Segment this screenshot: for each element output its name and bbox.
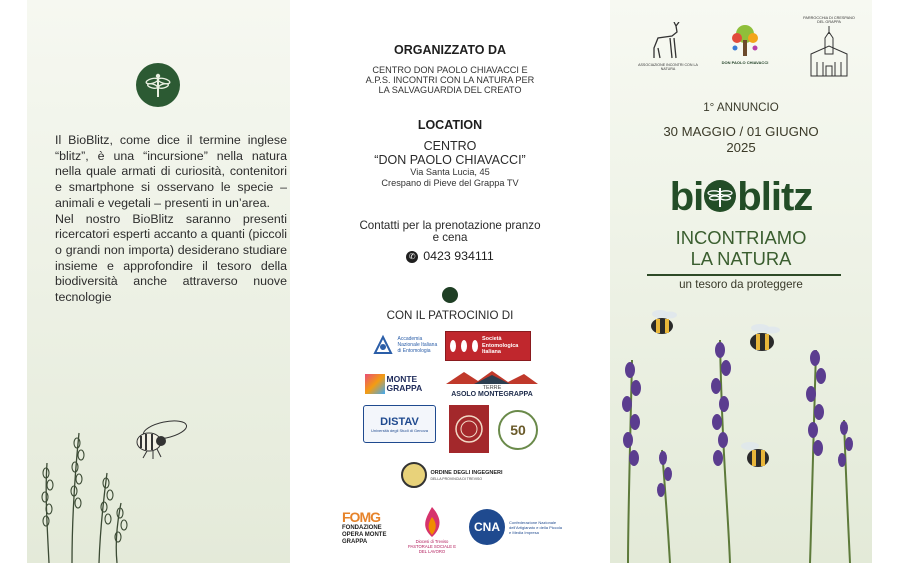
logo-montegrappa-text: MONTE GRAPPA xyxy=(386,374,423,393)
logo-montegrappa xyxy=(363,370,436,398)
logo-ingegneri-text: ORDINE DEGLI INGEGNERI xyxy=(430,469,503,476)
location-address: Crespano di Pieve del Grappa TV xyxy=(381,178,519,188)
location-name: “DON PAOLO CHIAVACCI” xyxy=(374,153,526,167)
logo-cna-sub-text: Confederazione Nazionale dell'Artigianato e della Piccola e Media Impresa xyxy=(509,519,563,535)
logo-societa-text: Società Entomologica Italiana xyxy=(482,336,519,356)
logo-cna-text: CNA xyxy=(474,520,500,534)
organizer-heading: ORGANIZZATO DA xyxy=(393,43,507,57)
location-address: Via Santa Lucia, 45 xyxy=(410,167,490,177)
phone-text: 0423 934111 xyxy=(423,249,494,263)
contact-text xyxy=(290,220,610,243)
logo-distav xyxy=(363,405,436,443)
logo-asolo-small-text: TERRE xyxy=(482,384,502,391)
bee-icon xyxy=(741,442,769,467)
cna-mark xyxy=(469,509,505,545)
organizer-line: LA SALVAGUARDIA DEL CREATO xyxy=(378,85,522,95)
montegrappa-mark-icon xyxy=(365,374,385,394)
logo-asolo-text: ASOLO MONTEGRAPPA xyxy=(451,390,533,398)
bee-sketch-icon xyxy=(127,418,193,460)
tagline: un tesoro da proteggere xyxy=(679,278,803,291)
bee-icon xyxy=(750,324,780,351)
lavender-sketch-illustration xyxy=(27,403,137,563)
subtitle-line: LA NATURA xyxy=(690,247,792,269)
logo-fifty-anniversary xyxy=(498,410,538,450)
dragonfly-emblem xyxy=(136,63,180,107)
middle-panel xyxy=(290,0,610,563)
organizer-line: CENTRO DON PAOLO CHIAVACCI E xyxy=(372,65,528,75)
logo-diocesi xyxy=(406,496,458,562)
contact-line: e cena xyxy=(432,230,468,244)
patronage-heading: CON IL PATROCINIO DI xyxy=(386,309,514,322)
logo-1-caption: ASSOCIAZIONE INCONTRI CON LA NATURA xyxy=(638,63,698,71)
bioblitz-title xyxy=(610,175,872,220)
right-panel xyxy=(610,0,872,563)
church-icon xyxy=(807,24,851,78)
logo-fondazione-mark: FOMG xyxy=(342,509,380,525)
logo-parrocchia xyxy=(800,16,858,79)
bee-icon xyxy=(651,310,677,334)
intro-text xyxy=(55,133,287,306)
phone-icon: ✆ xyxy=(406,251,418,263)
organizer-line: A.P.S. INCONTRI CON LA NATURA PER xyxy=(365,75,535,85)
contact-line: Contatti per la prenotazione pranzo xyxy=(359,219,541,232)
seal-icon xyxy=(453,413,485,445)
insect-row-icon xyxy=(446,333,482,359)
subtitle xyxy=(610,228,872,269)
event-dates-line: 30 MAGGIO / 01 GIUGNO xyxy=(663,124,819,139)
flame-logo-icon xyxy=(417,505,447,539)
event-year: 2025 xyxy=(726,140,756,155)
logo-accademia-text: Accademia Nazionale Italiana di Entomologia xyxy=(397,335,438,354)
dragonfly-icon xyxy=(143,70,173,100)
location-name: CENTRO xyxy=(423,139,477,153)
intro-paragraph: Nel nostro BioBlitz saranno presenti ricercatori esperti accanto a quanti (piccoli o grandi non importa) desiderano studiare insieme e approfondire il tesoro della biodiversità anche attraverso nuove tecnologie xyxy=(55,211,287,305)
logo-deer-association xyxy=(636,22,700,71)
crest-icon xyxy=(401,462,427,488)
tree-people-icon xyxy=(725,22,765,60)
logo-chiavacci xyxy=(715,22,775,65)
logo-accademia xyxy=(368,328,440,361)
logo-fondazione xyxy=(342,496,402,560)
logo-distav-text: DISTAV xyxy=(380,415,419,428)
separator-dot xyxy=(442,287,458,303)
announcement-label: 1° ANNUNCIO xyxy=(703,101,779,114)
logo-fifty-text: 50 xyxy=(510,422,526,438)
logo-ingegneri xyxy=(397,461,507,489)
location-heading: LOCATION xyxy=(417,118,483,132)
logo-fondazione-text: FONDAZIONE OPERA MONTE GRAPPA xyxy=(342,525,387,545)
logo-2-caption: DON PAOLO CHIAVACCI xyxy=(721,60,769,65)
title-part: bi xyxy=(669,175,704,219)
title-part: blitz xyxy=(737,175,813,219)
lavender-bees-illustration xyxy=(610,300,872,563)
logo-cna xyxy=(468,506,566,548)
logo-ingegneri-sub-text: DELLA PROVINCIA DI TREVISO xyxy=(430,476,483,481)
phone-number[interactable] xyxy=(290,249,610,263)
logo-distav-sub-text: Università degli Studi di Genova xyxy=(371,427,428,433)
subtitle-line: INCONTRIAMO xyxy=(675,227,807,248)
logo-asolo xyxy=(443,368,541,398)
deer-icon xyxy=(646,22,690,62)
logo-3-caption: PARROCCHIA DI CRESPANO DEL GRAPPA xyxy=(803,16,855,24)
dragonfly-o-icon xyxy=(704,180,736,212)
event-dates xyxy=(610,124,872,156)
intro-paragraph: Il BioBlitz, come dice il termine inglese “blitz”, è una “incursione” nella natura nella quale armati di curiosità, contenitori e smartphone si osservano le specie – animali e vegetali – presenti in un’area. xyxy=(55,133,287,210)
mountain-logo-icon xyxy=(444,369,540,385)
logo-societa xyxy=(445,331,531,361)
logo-university-seal xyxy=(449,405,489,453)
logo-diocesi-text: Diocesi di Treviso PASTORALE SOCIALE E DEL LAVORO xyxy=(407,538,457,554)
title-divider xyxy=(647,274,841,276)
left-panel xyxy=(27,0,290,563)
insect-logo-icon xyxy=(371,333,395,357)
